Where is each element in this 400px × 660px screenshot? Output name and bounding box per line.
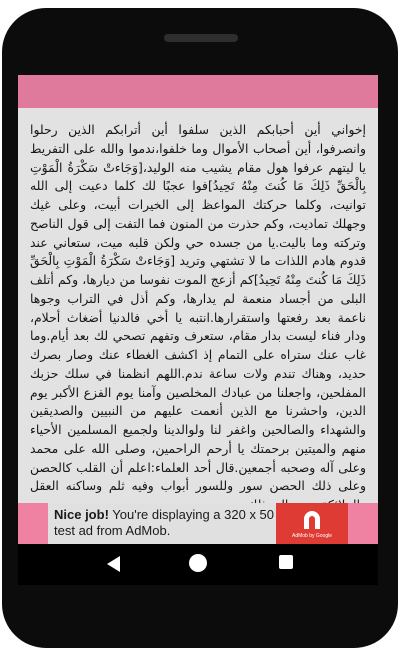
ad-body: You're displaying a 320 x 50 test ad from AdMob. <box>54 507 275 538</box>
ad-text <box>54 507 274 539</box>
back-icon[interactable] <box>104 554 124 574</box>
admob-logo[interactable] <box>276 503 348 544</box>
home-icon[interactable] <box>189 554 207 572</box>
article-text: إخواني أين أحبابكم الذين سلفوا أين أترابكم الذين رحلوا وانصرفوا، أين أصحاب الأموال وما خلفوا،ندموا والله على التفريط يا ليتهم عرفوا هول مقام يشيب منه الوليد،[وَجَاءتْ سَكْرَةُ الْمَوْتِ بِالْحَقِّ ذَلِكَ مَا كُنتَ مِنْهُ تَحِيدُ]فوا عجبًا لك كلما دعيت إلى الله توانيت، وكلما حركتك المواعظ إلى الخيرات أبيت، وعلى غيك وجهلك تماديت، وكم حذرت من المنون فما التفت إلى قول الناصح وتركته وما باليت.يا من جسده حي ولكن قلبه ميت، ستعاني عند قدوم هادم اللذات ما لا تشتهي وتريد [وَجَاءتْ سَكْرَةُ الْمَوْتِ بِالْحَقِّ ذَلِكَ مَا كُنتَ مِنْهُ تَحِيدُ]كم أزعج الموت نفوسا من ديارها، وكم أتلف البلى من أجساد منعمة لم يدارها، وكم أذل في التراب وجوها ناعمة بعد رفعتها واستقرارها.انتبه يا أخي فالدنيا أضغاث أحلام، ودار فناء ليست بدار مقام، ستعرف وتفهم تصحي لك بعد أيام.وما غاب عنك ستراه على التمام إذ اكشف الغطاء عنك وصار بصرك حديد، وهناك تندم ولات ساعة ندم.اللهم انظمنا في سلك حزبك المفلحين، واجعلنا من عبادك المخلصين وآمنا يوم الفزع الأكبر يوم الدين، واحشرنا مع الذين أنعمت عليهم من النبيين والصديقين والشهداء والصالحين واغفر لنا ولوالدينا ولجميع المسلمين الأحياء منهم والميتين برحمتك يا أرحم الراحمين، وصلى الله على محمد وعلى آله وصحبه أجمعين.قال أحد العلماء:اعلم أن القلب كالحصن وعلى ذلك الحصن سور وللسور أبواب وفيه ثلم وساكنه العقل <box>30 122 366 494</box>
speaker-grille <box>164 34 238 42</box>
ad-banner[interactable] <box>18 503 378 544</box>
admob-logo-icon <box>300 508 324 532</box>
test-ad[interactable] <box>48 503 348 544</box>
app-screen <box>18 75 378 585</box>
navigation-bar <box>18 544 378 585</box>
app-bar <box>18 75 378 108</box>
ad-brand: AdMob by Google <box>291 533 333 539</box>
article-scroll[interactable] <box>18 108 378 503</box>
ad-title: Nice job! <box>54 507 109 522</box>
recent-apps-icon[interactable] <box>279 555 293 569</box>
